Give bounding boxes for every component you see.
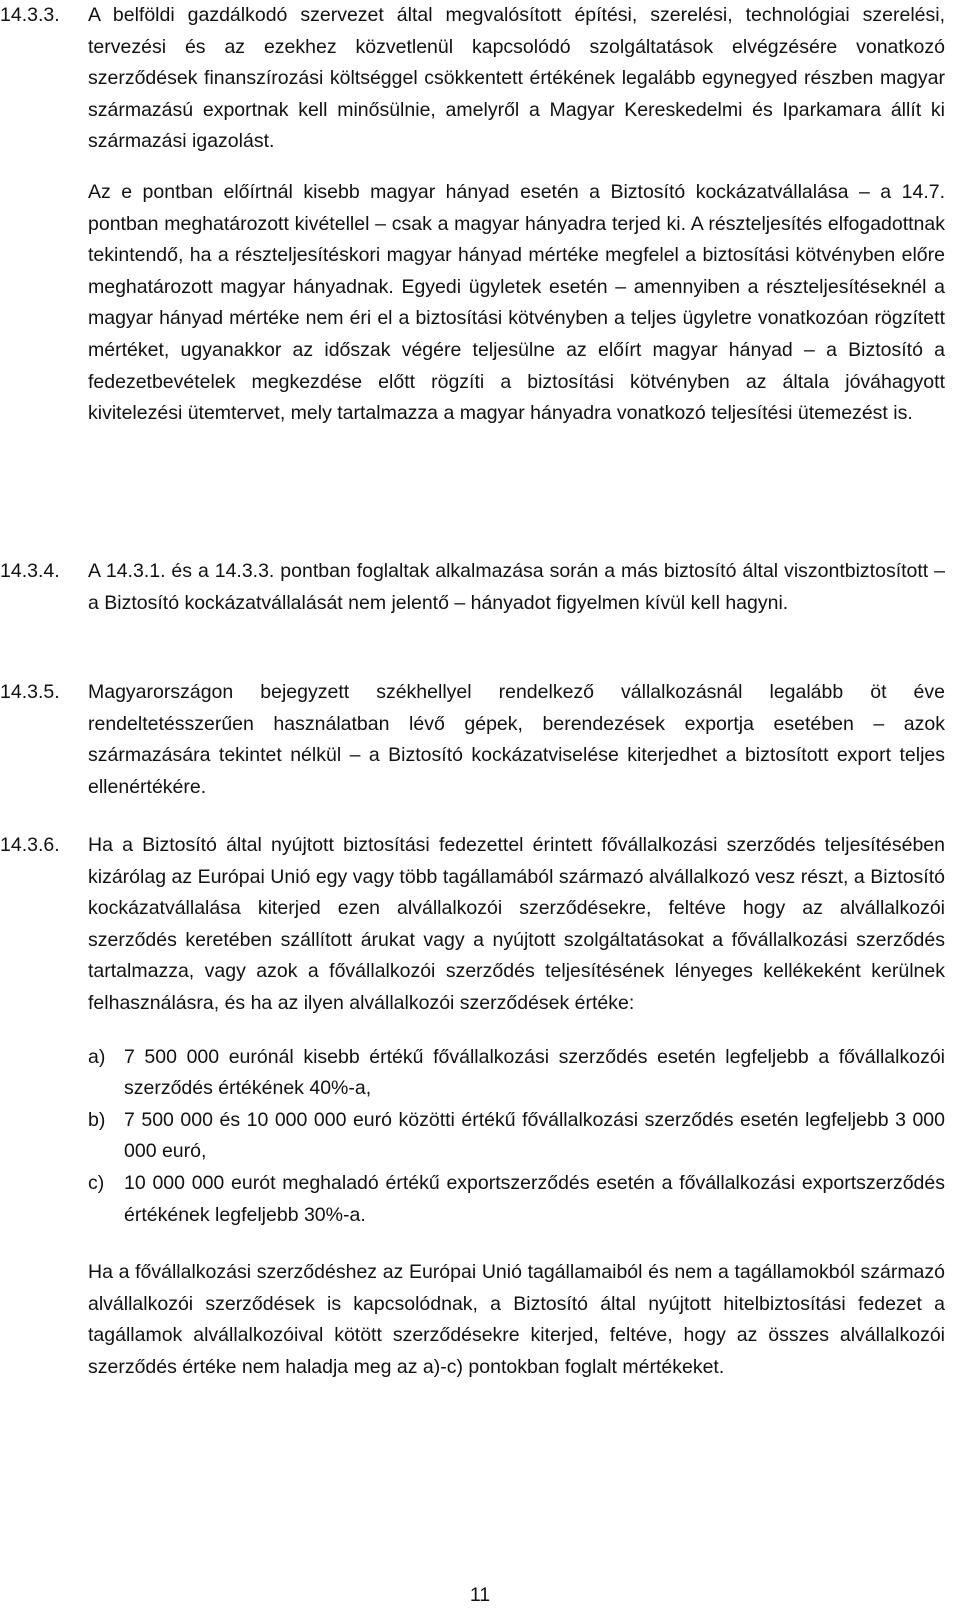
list-item-text: 7 500 000 és 10 000 000 euró közötti értékű fővállalkozási szerződés esetén legfeljebb 3 000 000 euró, (124, 1108, 945, 1163)
list-item (88, 1105, 945, 1168)
list-item-text: 7 500 000 eurónál kisebb értékű fővállalkozási szerződés esetén legfeljebb a fővállalkozói szerződés értékének 40%-a, (124, 1045, 945, 1100)
paragraph: A belföldi gazdálkodó szervezet által megvalósított építési, szerelési, technológiai szerelési, tervezési és az ezekhez közvetlenül kapcsolódó szolgáltatások elvégzésére vonatkozó szerződések finanszírozási költséggel csökkentett értékének legalább egynegyed részben magyar származású exportnak kell minősülnie, amelyről a Magyar Kereskedelmi és Iparkamara állít ki származási igazolást. (88, 4, 945, 153)
section-number: 14.3.3. (0, 4, 60, 26)
paragraph: A 14.3.1. és a 14.3.3. pontban foglaltak alkalmazása során a más biztosító által viszontbiztosított – a Biztosító kockázatvállalását nem jelentő – hányadot figyelmen kívül kell hagyni. (88, 560, 945, 614)
page-number: 11 (469, 1584, 491, 1606)
list-item (88, 1168, 945, 1231)
paragraph: Ha a fővállalkozási szerződéshez az Európai Unió tagállamaiból és nem a tagállamokból származó alvállalkozói szerződések is kapcsolódnak, a Biztosító által nyújtott hitelbiztosítási fedezet a tagállamok alvállalkozóival kötött szerződésekre kiterjed, feltéve, hogy az összes alvállalkozói szerződés értéke nem haladja meg az a)-c) pontokban foglalt mértékeket. (88, 1261, 945, 1378)
paragraph: Az e pontban előírtnál kisebb magyar hányad esetén a Biztosító kockázatvállalása – a 14.7. pontban meghatározott kivétellel – csak a magyar hányadra terjed ki. A részteljesítés elfogadottnak tekintendő, ha a részteljesítéskori magyar hányad mértéke megfelel a biztosítási kötvényben előre meghatározott magyar hányadnak. Egyedi ügyletek esetén – amennyiben a részteljesítéseknél a magyar hányad mértéke nem éri el a biztosítási kötvényben a teljes ügyletre vonatkozóan rögzített mértéket, ugyanakkor az időszak végére teljesülne az előírt magyar hányad – a Biztosító a fedezetbevételek megkezdése előtt rögzíti a biztosítási kötvényben az általa jóváhagyott kivitelezési ütemtervet, mely tartalmazza a magyar hányadra vonatkozó teljesítési ütemezést is. (88, 180, 945, 425)
section-14-3-5 (0, 677, 945, 803)
paragraph: Ha a Biztosító által nyújtott biztosítási fedezettel érintett fővállalkozási szerződés teljesítésében kizárólag az Európai Unió egy vagy több tagállamából származó alvállalkozó vesz részt, a Biztosító kockázatvállalása kiterjed ezen alvállalkozói szerződésekre, feltéve hogy az alvállalkozói szerződés keretében szállított árukat vagy a nyújtott szolgáltatásokat a fővállalkozási szerződés tartalmazza, vagy azok a fővállalkozói szerződés teljesítésének lényeges kellékeként kerülnek felhasználásra, és ha az ilyen alvállalkozói szerződések értéke: (88, 834, 945, 1014)
list-marker: b) (88, 1108, 106, 1131)
value-limits-list (88, 1042, 945, 1232)
paragraph: Magyarországon bejegyzett székhellyel rendelkező vállalkozásnál legalább öt éve rendeltetésszerűen használatban lévő gépek, berendezések exportja esetében – azok származására tekintet nélkül – a Biztosító kockázatviselése kiterjedhet a biztosított export teljes ellenértékére. (88, 681, 945, 798)
section-14-3-6 (0, 830, 945, 1384)
list-marker: a) (88, 1045, 106, 1068)
section-14-3-4 (0, 556, 945, 619)
section-number: 14.3.4. (0, 560, 60, 582)
list-marker: c) (88, 1171, 105, 1194)
list-item-text: 10 000 000 eurót meghaladó értékű exportszerződés esetén a fővállalkozási exportszerződés értékének legfeljebb 30%-a. (124, 1171, 945, 1226)
list-item (88, 1042, 945, 1105)
section-number: 14.3.6. (0, 834, 60, 856)
section-14-3-3 (0, 0, 945, 430)
section-number: 14.3.5. (0, 681, 60, 703)
